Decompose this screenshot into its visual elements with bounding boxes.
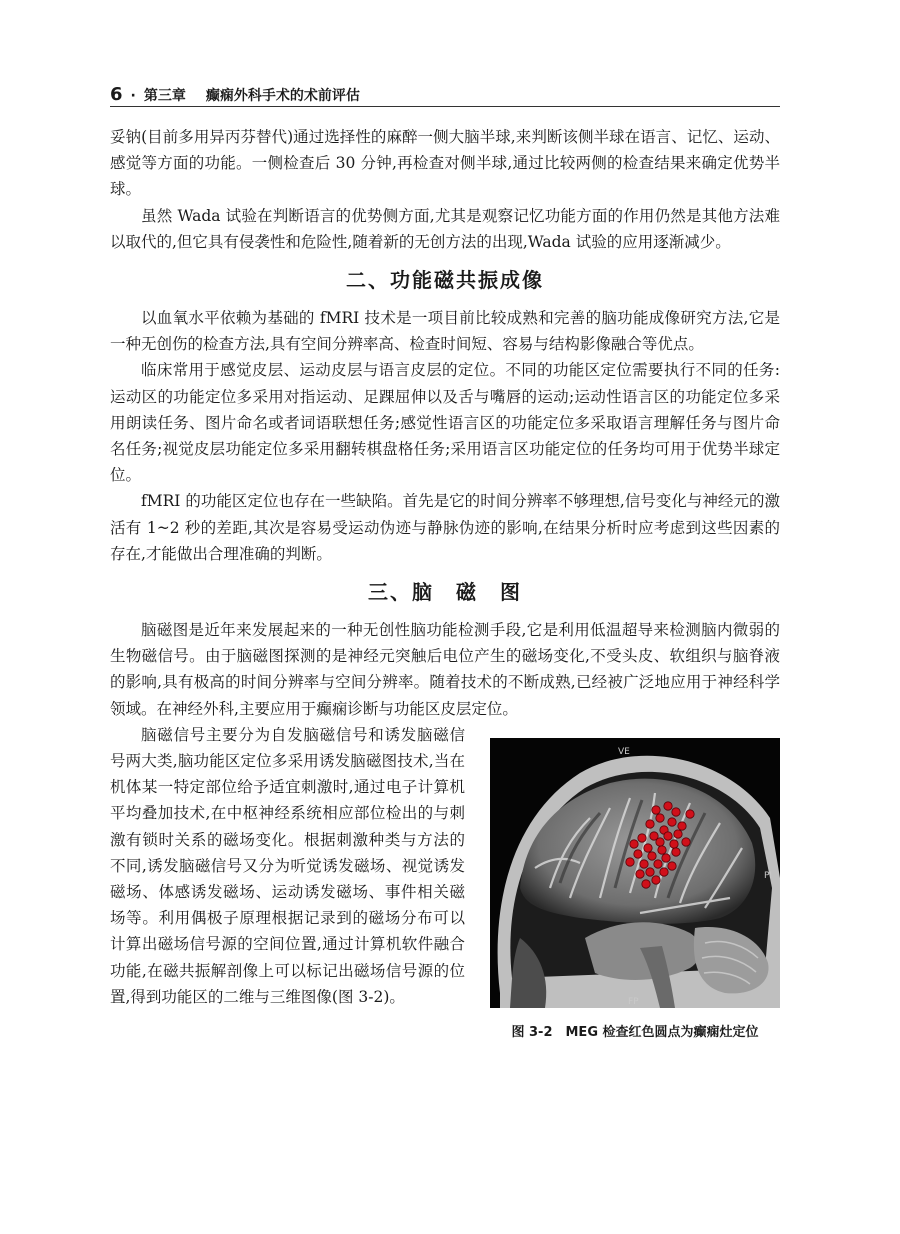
meg-source-dot: [652, 806, 660, 814]
meg-source-dot: [644, 844, 652, 852]
meg-source-dot: [646, 868, 654, 876]
meg-source-dot: [634, 850, 642, 858]
chapter-label: 第三章: [143, 88, 186, 104]
meg-source-dot: [646, 820, 654, 828]
meg-source-dot: [636, 870, 644, 878]
meg-source-dot: [674, 830, 682, 838]
paragraph-with-figure: 脑磁信号主要分为自发脑磁信号和诱发脑磁信号两大类,脑功能区定位多采用诱发脑磁图技术,当在机体某一特定部位给予适宜刺激时,通过电子计算机平均叠加技术,在中枢神经系统相应部位检出的与刺激有锁时关系的磁场变化。根据刺激种类与方法的不同,诱发脑磁信号又分为听觉诱发磁场、视觉诱发磁场、体感诱发磁场、运动诱发磁场、事件相关磁场等。利用偶极子原理根据记录到的磁场分布可以计算出磁场信号源的空间位置,通过计算机软件融合功能,在磁共振解剖像上可以标记出磁场信号源的位置,得到功能区的二维与三维图像(图 3-2)。: [110, 725, 465, 1006]
header-separator: ·: [130, 88, 136, 104]
chapter-title: 癫痫外科手术的术前评估: [205, 88, 360, 104]
meg-source-dot: [686, 810, 694, 818]
meg-source-dot: [642, 880, 650, 888]
image-label-right: PI: [764, 870, 773, 881]
paragraph: fMRI 的功能区定位也存在一些缺陷。首先是它的时间分辨率不够理想,信号变化与神经元的激活有 1~2 秒的差距,其次是容易受运动伪迹与静脉伪迹的影响,在结果分析时应考虑到这些因素的存在,才能做出合理准确的判断。: [110, 492, 780, 563]
meg-source-dot: [662, 854, 670, 862]
meg-source-dot: [670, 840, 678, 848]
section-heading-fmri: 二、功能磁共振成像: [346, 268, 544, 293]
meg-source-dot: [626, 858, 634, 866]
figure-caption: 图 3-2 MEG 检查红色圆点为癫痫灶定位: [511, 1024, 759, 1040]
running-header: [110, 84, 780, 105]
paragraph: 临床常用于感觉皮层、运动皮层与语言皮层的定位。不同的功能区定位需要执行不同的任务:运动区的功能定位多采用对指运动、足踝屈伸以及舌与嘴唇的运动;运动性语言区的功能定位多采用朗读任务、图片命名或者词语联想任务;感觉性语言区的功能定位多采取语言理解任务与图片命名任务;视觉皮层功能定位多采用翻转棋盘格任务;采用语言区功能定位的任务均可用于优势半球定位。: [110, 361, 780, 485]
figure-3-2: [490, 738, 780, 1046]
meg-source-dot: [664, 832, 672, 840]
header-rule: [110, 106, 780, 107]
page-body: [110, 124, 780, 1040]
figure-block: [110, 722, 780, 1040]
meg-source-dot: [672, 808, 680, 816]
meg-source-dot: [656, 814, 664, 822]
meg-source-dot: [660, 868, 668, 876]
meg-source-dot: [678, 822, 686, 830]
page-number: 6: [110, 84, 123, 105]
meg-source-dot: [672, 848, 680, 856]
meg-source-dot: [682, 838, 690, 846]
meg-source-dot: [668, 818, 676, 826]
section-heading-meg: 三、脑 磁 图: [368, 580, 522, 605]
meg-source-dot: [638, 834, 646, 842]
image-label-bottom: FP: [628, 996, 639, 1007]
meg-source-dot: [664, 802, 672, 810]
meg-source-dot: [658, 846, 666, 854]
meg-source-dot: [654, 860, 662, 868]
meg-source-dot: [640, 860, 648, 868]
meg-source-dot: [668, 862, 676, 870]
meg-source-dot: [630, 840, 638, 848]
mri-sagittal-image: [490, 738, 780, 1008]
paragraph: 以血氧水平依赖为基础的 fMRI 技术是一项目前比较成熟和完善的脑功能成像研究方法,它是一种无创伤的检查方法,具有空间分辨率高、检查时间短、容易与结构影像融合等优点。: [110, 309, 780, 354]
image-label-top: VE: [618, 746, 630, 757]
meg-source-dot: [656, 838, 664, 846]
paragraph-continued: 妥钠(目前多用异丙芬替代)通过选择性的麻醉一侧大脑半球,来判断该侧半球在语言、记忆、运动、感觉等方面的功能。一侧检查后 30 分钟,再检查对侧半球,通过比较两侧的检查结果来确定优势半球。: [110, 128, 780, 199]
meg-source-dot: [648, 852, 656, 860]
meg-source-dot: [652, 876, 660, 884]
paragraph: 脑磁图是近年来发展起来的一种无创性脑功能检测手段,它是利用低温超导来检测脑内微弱的生物磁信号。由于脑磁图探测的是神经元突触后电位产生的磁场变化,不受头皮、软组织与脑脊液的影响,具有极高的时间分辨率与空间分辨率。随着技术的不断成熟,已经被广泛地应用于神经科学领域。在神经外科,主要应用于癫痫诊断与功能区皮层定位。: [110, 621, 780, 718]
paragraph: 虽然 Wada 试验在判断语言的优势侧方面,尤其是观察记忆功能方面的作用仍然是其他方法难以取代的,但它具有侵袭性和危险性,随着新的无创方法的出现,Wada 试验的应用逐渐减少。: [110, 206, 780, 251]
